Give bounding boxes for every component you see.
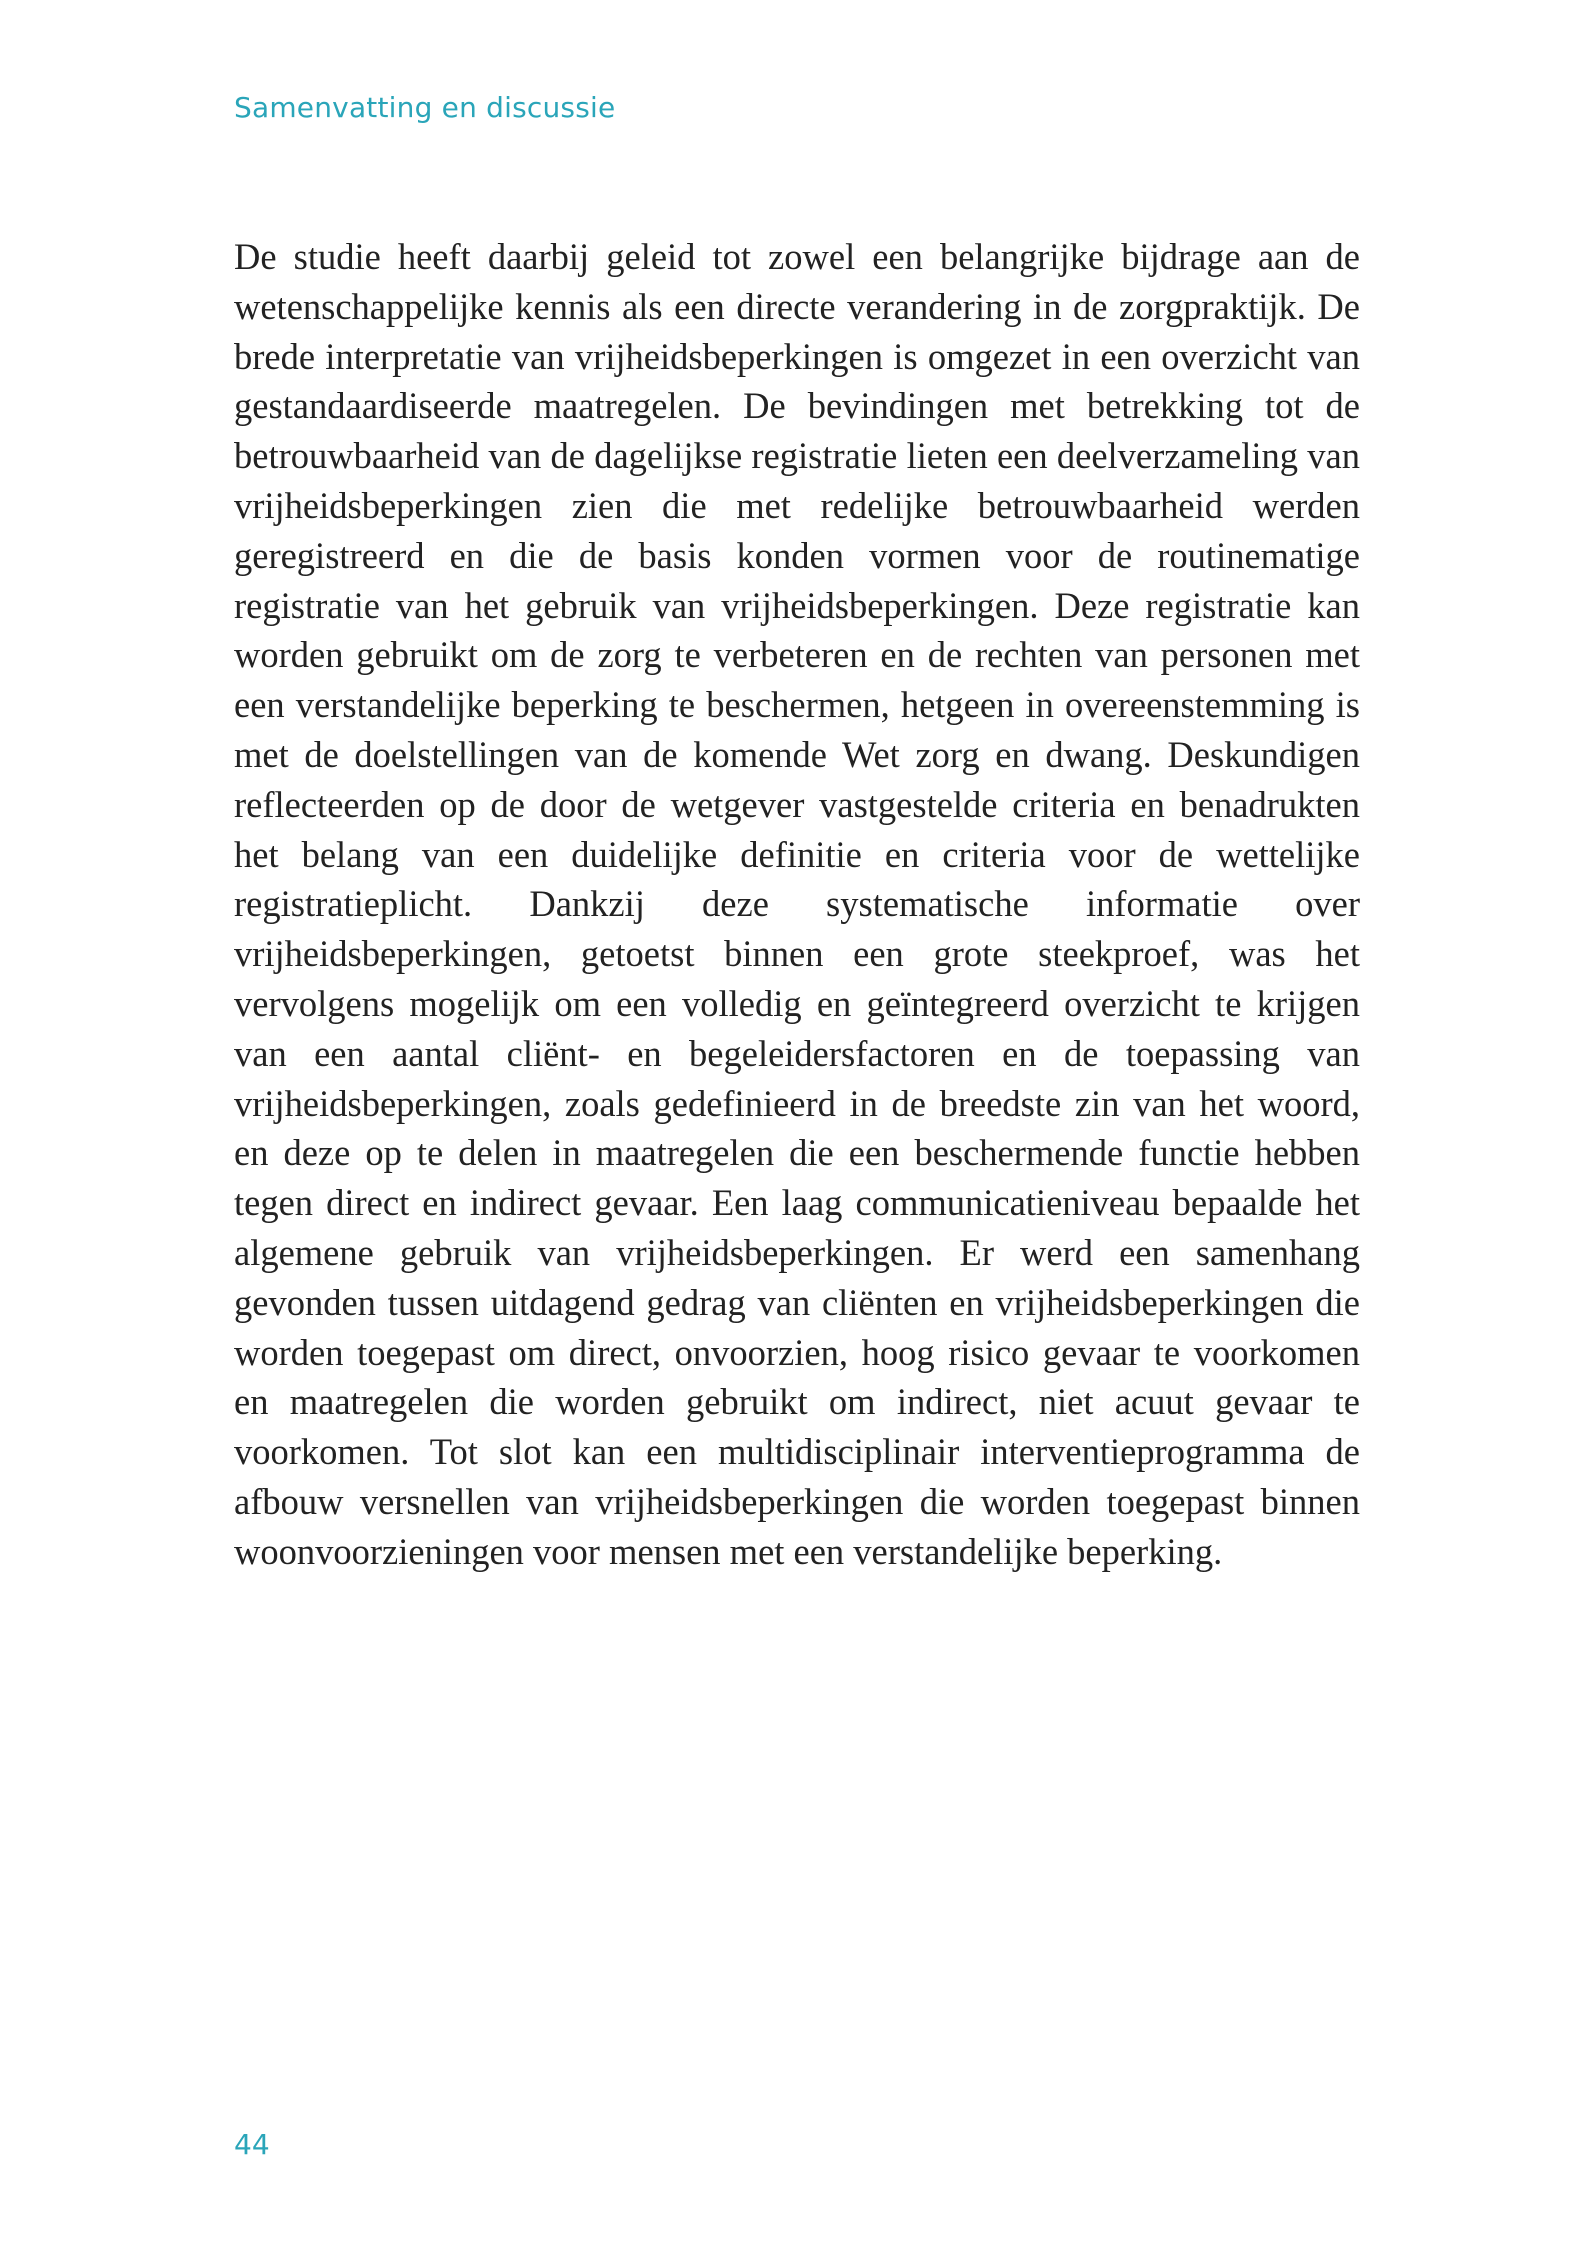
running-header: Samenvatting en discussie bbox=[234, 91, 616, 124]
page-number: 44 bbox=[234, 2128, 270, 2161]
body-paragraph: De studie heeft daarbij geleid tot zowel een belangrijke bijdrage aan de wetenschappelijke kennis als een directe verandering in de zorgpraktijk. De brede interpretatie van vrijheidsbeperkingen is omgezet in een overzicht van gestandaardiseerde maatregelen. De bevindingen met betrekking tot de betrouwbaarheid van de dagelijkse registratie lieten een deelverzameling van vrijheidsbeperkingen zien die met redelijke betrouwbaarheid werden geregistreerd en die de basis konden vormen voor de routinematige registratie van het gebruik van vrijheidsbeperkingen. Deze registratie kan worden gebruikt om de zorg te verbeteren en de rechten van personen met een verstandelijke beperking te beschermen, hetgeen in overeenstemming is met de doelstellingen van de komende Wet zorg en dwang. Deskundigen reflecteerden op de door de wetgever vastgestelde criteria en benadrukten het belang van een duidelijke definitie en criteria voor de wettelijke registratieplicht. Dankzij deze systematische informatie over vrijheidsbeperkingen, getoetst binnen een grote steekproef, was het vervolgens mogelijk om een volledig en geïntegreerd overzicht te krijgen van een aantal cliënt- en begeleidersfactoren en de toepassing van vrijheidsbeperkingen, zoals gedefinieerd in de breedste zin van het woord, en deze op te delen in maatregelen die een beschermende functie hebben tegen direct en indirect gevaar. Een laag communicatieniveau bepaalde het algemene gebruik van vrijheidsbeperkingen. Er werd een samenhang gevonden tussen uitdagend gedrag van cliënten en vrijheidsbeperkingen die worden toegepast om direct, onvoorzien, hoog risico gevaar te voorkomen en maatregelen die worden gebruikt om indirect, niet acuut gevaar te voorkomen. Tot slot kan een multidisciplinair interventieprogramma de afbouw versnellen van vrijheidsbeperkingen die worden toegepast binnen woonvoorzieningen voor mensen met een verstandelijke beperking. bbox=[234, 236, 1360, 1572]
